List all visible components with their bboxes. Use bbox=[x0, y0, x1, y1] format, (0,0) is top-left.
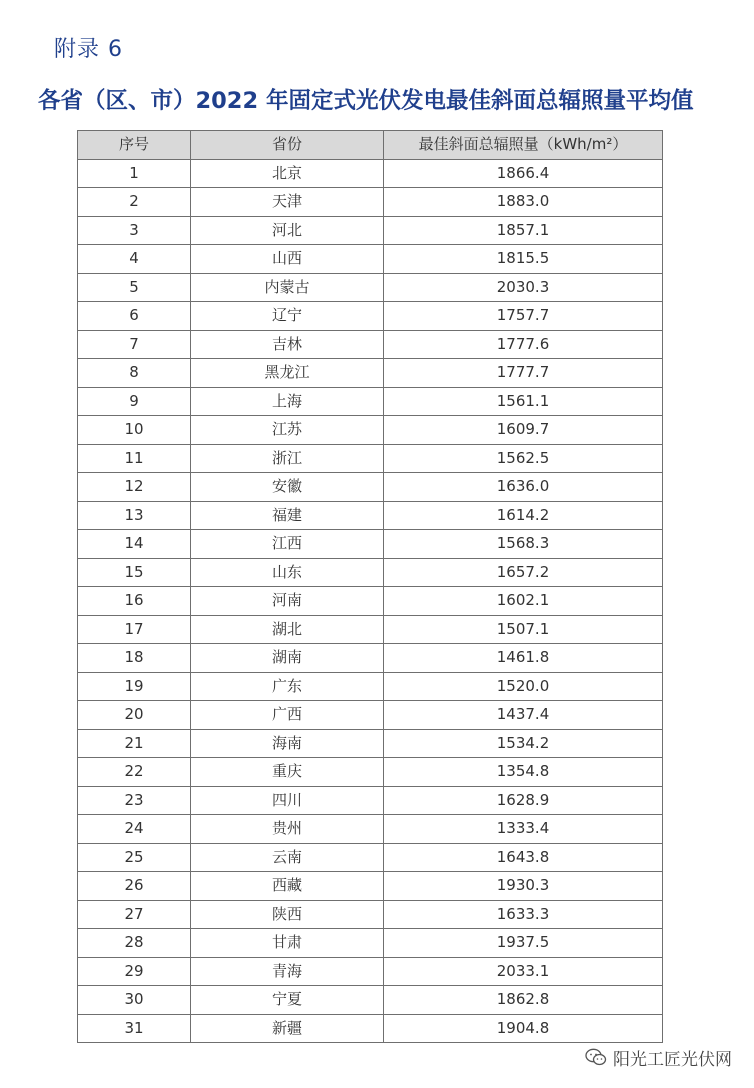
row-index: 12 bbox=[78, 473, 191, 502]
row-irradiation: 1657.2 bbox=[384, 558, 663, 587]
row-index: 30 bbox=[78, 986, 191, 1015]
row-province: 新疆 bbox=[191, 1014, 384, 1043]
row-index: 11 bbox=[78, 444, 191, 473]
row-province: 上海 bbox=[191, 387, 384, 416]
row-irradiation: 1633.3 bbox=[384, 900, 663, 929]
row-irradiation: 1862.8 bbox=[384, 986, 663, 1015]
row-irradiation: 1857.1 bbox=[384, 216, 663, 245]
table-row bbox=[78, 786, 663, 815]
row-index: 3 bbox=[78, 216, 191, 245]
row-irradiation: 2033.1 bbox=[384, 957, 663, 986]
row-province: 黑龙江 bbox=[191, 359, 384, 388]
row-province: 陕西 bbox=[191, 900, 384, 929]
row-index: 19 bbox=[78, 672, 191, 701]
table-row bbox=[78, 302, 663, 331]
row-index: 25 bbox=[78, 843, 191, 872]
row-province: 贵州 bbox=[191, 815, 384, 844]
row-province: 内蒙古 bbox=[191, 273, 384, 302]
table-row bbox=[78, 558, 663, 587]
row-province: 辽宁 bbox=[191, 302, 384, 331]
table-row bbox=[78, 872, 663, 901]
row-province: 四川 bbox=[191, 786, 384, 815]
row-index: 29 bbox=[78, 957, 191, 986]
row-province: 浙江 bbox=[191, 444, 384, 473]
row-irradiation: 1333.4 bbox=[384, 815, 663, 844]
row-province: 青海 bbox=[191, 957, 384, 986]
row-irradiation: 1937.5 bbox=[384, 929, 663, 958]
row-irradiation: 1777.7 bbox=[384, 359, 663, 388]
row-index: 17 bbox=[78, 615, 191, 644]
row-irradiation: 1777.6 bbox=[384, 330, 663, 359]
row-irradiation: 1520.0 bbox=[384, 672, 663, 701]
table-header-row bbox=[78, 131, 663, 160]
table-row bbox=[78, 986, 663, 1015]
table-row bbox=[78, 957, 663, 986]
row-province: 江西 bbox=[191, 530, 384, 559]
table-row bbox=[78, 729, 663, 758]
row-index: 8 bbox=[78, 359, 191, 388]
row-index: 28 bbox=[78, 929, 191, 958]
table-row bbox=[78, 444, 663, 473]
table-row bbox=[78, 245, 663, 274]
row-province: 西藏 bbox=[191, 872, 384, 901]
table-row bbox=[78, 530, 663, 559]
header-province: 省份 bbox=[191, 131, 384, 160]
row-province: 广东 bbox=[191, 672, 384, 701]
row-province: 北京 bbox=[191, 159, 384, 188]
row-index: 18 bbox=[78, 644, 191, 673]
row-irradiation: 1815.5 bbox=[384, 245, 663, 274]
irradiation-table bbox=[77, 130, 663, 1043]
appendix-label: 附录 6 bbox=[54, 37, 123, 62]
row-province: 海南 bbox=[191, 729, 384, 758]
row-index: 21 bbox=[78, 729, 191, 758]
table-row bbox=[78, 843, 663, 872]
row-irradiation: 1609.7 bbox=[384, 416, 663, 445]
table-row bbox=[78, 1014, 663, 1043]
row-index: 26 bbox=[78, 872, 191, 901]
row-irradiation: 1636.0 bbox=[384, 473, 663, 502]
table-row bbox=[78, 159, 663, 188]
row-index: 27 bbox=[78, 900, 191, 929]
table-row bbox=[78, 900, 663, 929]
row-province: 福建 bbox=[191, 501, 384, 530]
row-province: 湖北 bbox=[191, 615, 384, 644]
table-row bbox=[78, 701, 663, 730]
table-row bbox=[78, 815, 663, 844]
row-index: 13 bbox=[78, 501, 191, 530]
row-province: 河北 bbox=[191, 216, 384, 245]
row-index: 10 bbox=[78, 416, 191, 445]
table-row bbox=[78, 416, 663, 445]
header-irradiation: 最佳斜面总辐照量（kWh/m²） bbox=[384, 131, 663, 160]
watermark bbox=[585, 1045, 732, 1070]
table-row bbox=[78, 473, 663, 502]
row-province: 云南 bbox=[191, 843, 384, 872]
table-row bbox=[78, 188, 663, 217]
row-province: 宁夏 bbox=[191, 986, 384, 1015]
row-province: 天津 bbox=[191, 188, 384, 217]
row-irradiation: 1437.4 bbox=[384, 701, 663, 730]
table-row bbox=[78, 672, 663, 701]
row-irradiation: 1568.3 bbox=[384, 530, 663, 559]
row-province: 山西 bbox=[191, 245, 384, 274]
row-province: 河南 bbox=[191, 587, 384, 616]
row-irradiation: 1904.8 bbox=[384, 1014, 663, 1043]
table-row bbox=[78, 644, 663, 673]
table-row bbox=[78, 330, 663, 359]
row-irradiation: 1883.0 bbox=[384, 188, 663, 217]
row-irradiation: 1643.8 bbox=[384, 843, 663, 872]
row-index: 6 bbox=[78, 302, 191, 331]
row-index: 31 bbox=[78, 1014, 191, 1043]
row-index: 1 bbox=[78, 159, 191, 188]
row-index: 23 bbox=[78, 786, 191, 815]
row-index: 14 bbox=[78, 530, 191, 559]
row-province: 湖南 bbox=[191, 644, 384, 673]
row-irradiation: 1354.8 bbox=[384, 758, 663, 787]
row-index: 15 bbox=[78, 558, 191, 587]
row-irradiation: 1534.2 bbox=[384, 729, 663, 758]
watermark-text: 阳光工匠光伏网 bbox=[613, 1050, 732, 1070]
row-irradiation: 1866.4 bbox=[384, 159, 663, 188]
row-irradiation: 2030.3 bbox=[384, 273, 663, 302]
row-irradiation: 1562.5 bbox=[384, 444, 663, 473]
row-irradiation: 1602.1 bbox=[384, 587, 663, 616]
row-province: 吉林 bbox=[191, 330, 384, 359]
row-province: 重庆 bbox=[191, 758, 384, 787]
table-row bbox=[78, 501, 663, 530]
row-index: 16 bbox=[78, 587, 191, 616]
row-irradiation: 1461.8 bbox=[384, 644, 663, 673]
table-row bbox=[78, 587, 663, 616]
row-index: 22 bbox=[78, 758, 191, 787]
wechat-icon bbox=[585, 1048, 607, 1067]
table-row bbox=[78, 273, 663, 302]
row-irradiation: 1757.7 bbox=[384, 302, 663, 331]
row-irradiation: 1561.1 bbox=[384, 387, 663, 416]
row-index: 24 bbox=[78, 815, 191, 844]
table-body bbox=[78, 159, 663, 1043]
row-index: 5 bbox=[78, 273, 191, 302]
header-index: 序号 bbox=[78, 131, 191, 160]
row-irradiation: 1628.9 bbox=[384, 786, 663, 815]
row-province: 江苏 bbox=[191, 416, 384, 445]
table-row bbox=[78, 387, 663, 416]
row-index: 2 bbox=[78, 188, 191, 217]
row-index: 9 bbox=[78, 387, 191, 416]
row-province: 安徽 bbox=[191, 473, 384, 502]
table-row bbox=[78, 359, 663, 388]
row-index: 4 bbox=[78, 245, 191, 274]
row-province: 广西 bbox=[191, 701, 384, 730]
row-irradiation: 1614.2 bbox=[384, 501, 663, 530]
table-row bbox=[78, 929, 663, 958]
table-row bbox=[78, 758, 663, 787]
table-row bbox=[78, 216, 663, 245]
row-irradiation: 1507.1 bbox=[384, 615, 663, 644]
table-row bbox=[78, 615, 663, 644]
page-title: 各省（区、市）2022 年固定式光伏发电最佳斜面总辐照量平均值 bbox=[38, 88, 694, 114]
row-index: 7 bbox=[78, 330, 191, 359]
row-index: 20 bbox=[78, 701, 191, 730]
row-irradiation: 1930.3 bbox=[384, 872, 663, 901]
row-province: 山东 bbox=[191, 558, 384, 587]
row-province: 甘肃 bbox=[191, 929, 384, 958]
